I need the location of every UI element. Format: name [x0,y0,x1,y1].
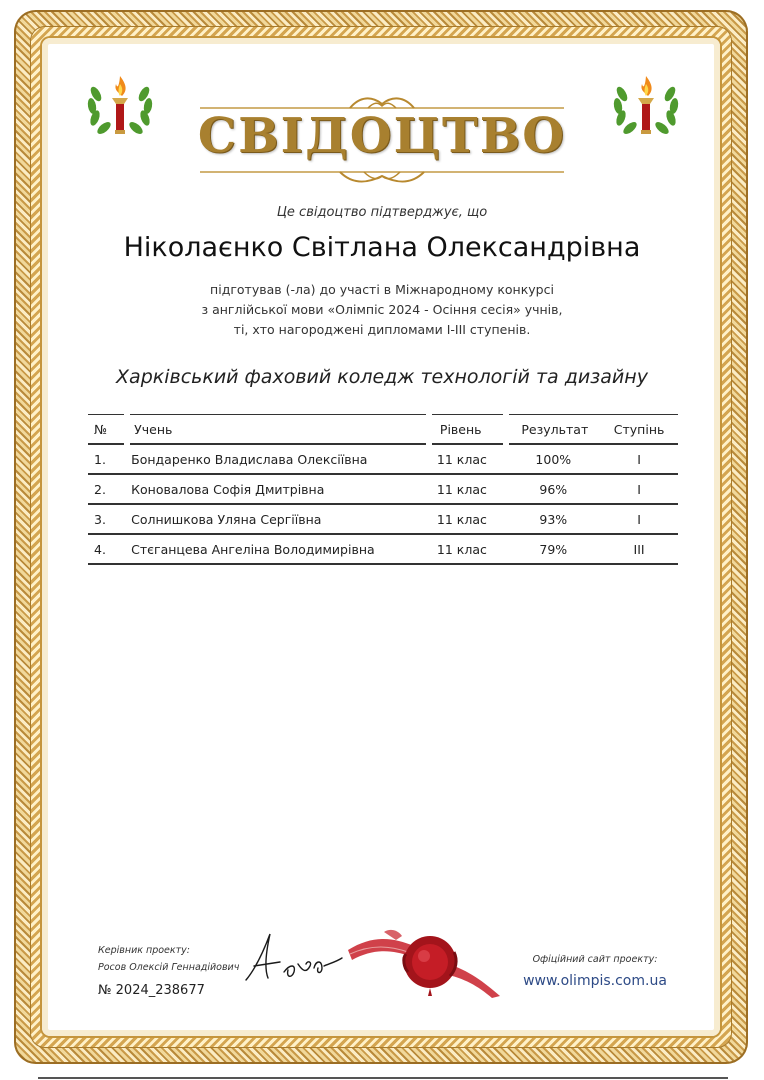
row-student: Стєганцева Ангеліна Володимирівна [127,534,429,564]
project-head-label: Керівник проекту: [98,945,190,956]
project-head-name: Росов Олексій Геннадійович [98,962,240,973]
row-no: 2. [88,474,127,504]
wax-seal-icon [344,924,502,1000]
row-result: 100% [506,444,600,474]
row-degree: I [600,504,678,534]
row-result: 79% [506,534,600,564]
results-table [88,414,678,565]
row-result: 96% [506,474,600,504]
description-line: підготував (-ла) до участі в Міжнародному конкурсі [210,282,554,297]
row-no: 4. [88,534,127,564]
certificate-title: СВІДОЦТВО [197,108,567,164]
school-name: Харківський фаховий коледж технологій та дизайну [116,366,648,388]
row-result: 93% [506,504,600,534]
table-row [88,534,678,564]
row-student: Коновалова Софія Дмитрівна [127,474,429,504]
header-degree: Ступінь [600,415,678,445]
row-student: Солнишкова Уляна Сергіївна [127,504,429,534]
description [0,280,764,340]
row-no: 3. [88,504,127,534]
row-level: 11 клас [429,534,507,564]
row-no: 1. [88,444,127,474]
official-site-link[interactable]: www.olimpis.com.ua [523,973,667,989]
row-degree: I [600,444,678,474]
table-row [88,504,678,534]
table-row [88,444,678,474]
row-level: 11 клас [429,504,507,534]
row-student: Бондаренко Владислава Олексіївна [127,444,429,474]
header-level: Рівень [429,415,507,445]
project-head-block [98,942,239,999]
header-no: № [88,415,127,445]
description-line: з англійської мови «Олімпіс 2024 - Осіння сесія» учнів, [201,302,563,317]
row-level: 11 клас [429,474,507,504]
table-header-row [88,415,678,445]
signature-icon [236,928,346,990]
certificate-number: № 2024_238677 [98,983,205,998]
page-divider [38,1077,728,1079]
confirmation-text: Це свідоцтво підтверджує, що [276,205,488,220]
description-line: ті, хто нагороджені дипломами І-ІІІ ступенів. [233,322,531,337]
row-degree: I [600,474,678,504]
title-ornament-bottom [200,166,564,186]
official-site-block [520,954,670,989]
table-row [88,474,678,504]
official-site-label: Офіційний сайт проекту: [532,954,658,965]
row-level: 11 клас [429,444,507,474]
row-degree: III [600,534,678,564]
teacher-name: Ніколаєнко Світлана Олександрівна [123,232,641,263]
header-student: Учень [127,415,429,445]
header-result: Результат [506,415,600,445]
